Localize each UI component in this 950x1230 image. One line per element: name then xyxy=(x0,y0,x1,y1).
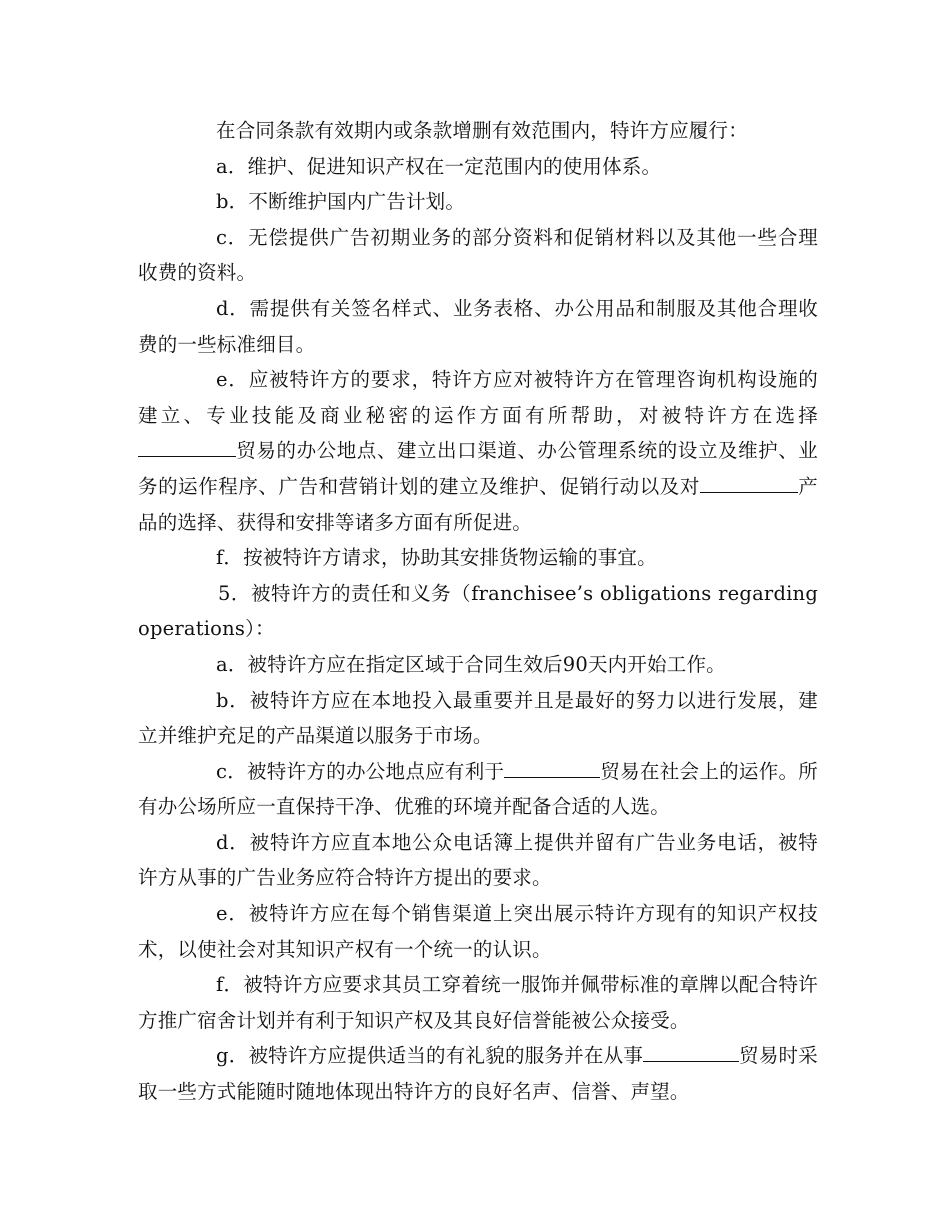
paragraph-item-a: a．维护、促进知识产权在一定范围内的使用体系。 xyxy=(216,154,662,178)
paragraph-item-d: d．需提供有关签名样式、业务表格、办公用品和制服及其他合理收费的一些标准细目。 xyxy=(138,296,818,356)
paragraph-item-b: b．不断维护国内广告计划。 xyxy=(216,190,466,214)
paragraph-text: c．被特许方的办公地点应有利于 xyxy=(216,759,505,783)
paragraph-intro: 在合同条款有效期内或条款增删有效范围内，特许方应履行： xyxy=(216,119,748,142)
paragraph-text: e．应被特许方的要求，特许方应对被特许方在管理咨询机构设施的建立、专业技能及商业秘密的运作方面有所帮助，对被特许方在选择 xyxy=(138,368,818,427)
paragraph-text: 贸易的办公地点、建立出口渠道、办公管理系统的设立及维护、业务的运作程序、广告和营销计划的建立及维护、促销行动以及对 xyxy=(138,439,818,498)
paragraph-item-e xyxy=(138,362,818,540)
fill-in-blank xyxy=(643,1039,739,1062)
paragraph-item-f: f．被特许方应要求其员工穿着统一服饰并佩带标准的章牌以配合特许方推广宿舍计划并有利于知识产权及其良好信誉能被公众接受。 xyxy=(138,973,818,1032)
paragraph-text: 产品的选择、获得和安排等诸多方面有所促进。 xyxy=(138,474,818,534)
document-page xyxy=(138,113,818,1110)
paragraph-item-c: c．无偿提供广告初期业务的部分资料和促销材料以及其他一些合理收费的资料。 xyxy=(138,225,818,285)
fill-in-blank xyxy=(138,434,236,457)
fill-in-blank xyxy=(700,470,798,493)
paragraph-text: 贸易时采取一些方式能随时随地体现出特许方的良好名声、信誉、声望。 xyxy=(138,1044,818,1104)
paragraph-item-c xyxy=(138,754,818,825)
paragraph-text: 贸易在社会上的运作。所有办公场所应一直保持干净、优雅的环境并配备合适的人选。 xyxy=(138,759,819,819)
paragraph-text: g．被特许方应提供适当的有礼貌的服务并在从事 xyxy=(216,1044,644,1068)
paragraph-item-d: d．被特许方应直本地公众电话簿上提供并留有广告业务电话，被特许方从事的广告业务应符合特许方提出的要求。 xyxy=(138,830,818,890)
paragraph-item-b: b．被特许方应在本地投入最重要并且是最好的努力以进行发展，建立并维护充足的产品渠道以服务于市场。 xyxy=(138,688,818,748)
paragraph-item-e: e．被特许方应在每个销售渠道上突出展示特许方现有的知识产权技术，以使社会对其知识产权有一个统一的认识。 xyxy=(138,902,818,961)
paragraph-item-g xyxy=(138,1038,818,1109)
paragraph-item-f: f．按被特许方请求，协助其安排货物运输的事宜。 xyxy=(216,546,657,570)
fill-in-blank xyxy=(504,755,600,778)
paragraph-item-a: a．被特许方应在指定区域于合同生效后90天内开始工作。 xyxy=(216,652,726,676)
section-heading-5: 5．被特许方的责任和义务（franchisee’s obligations regarding operations）： xyxy=(138,581,818,641)
